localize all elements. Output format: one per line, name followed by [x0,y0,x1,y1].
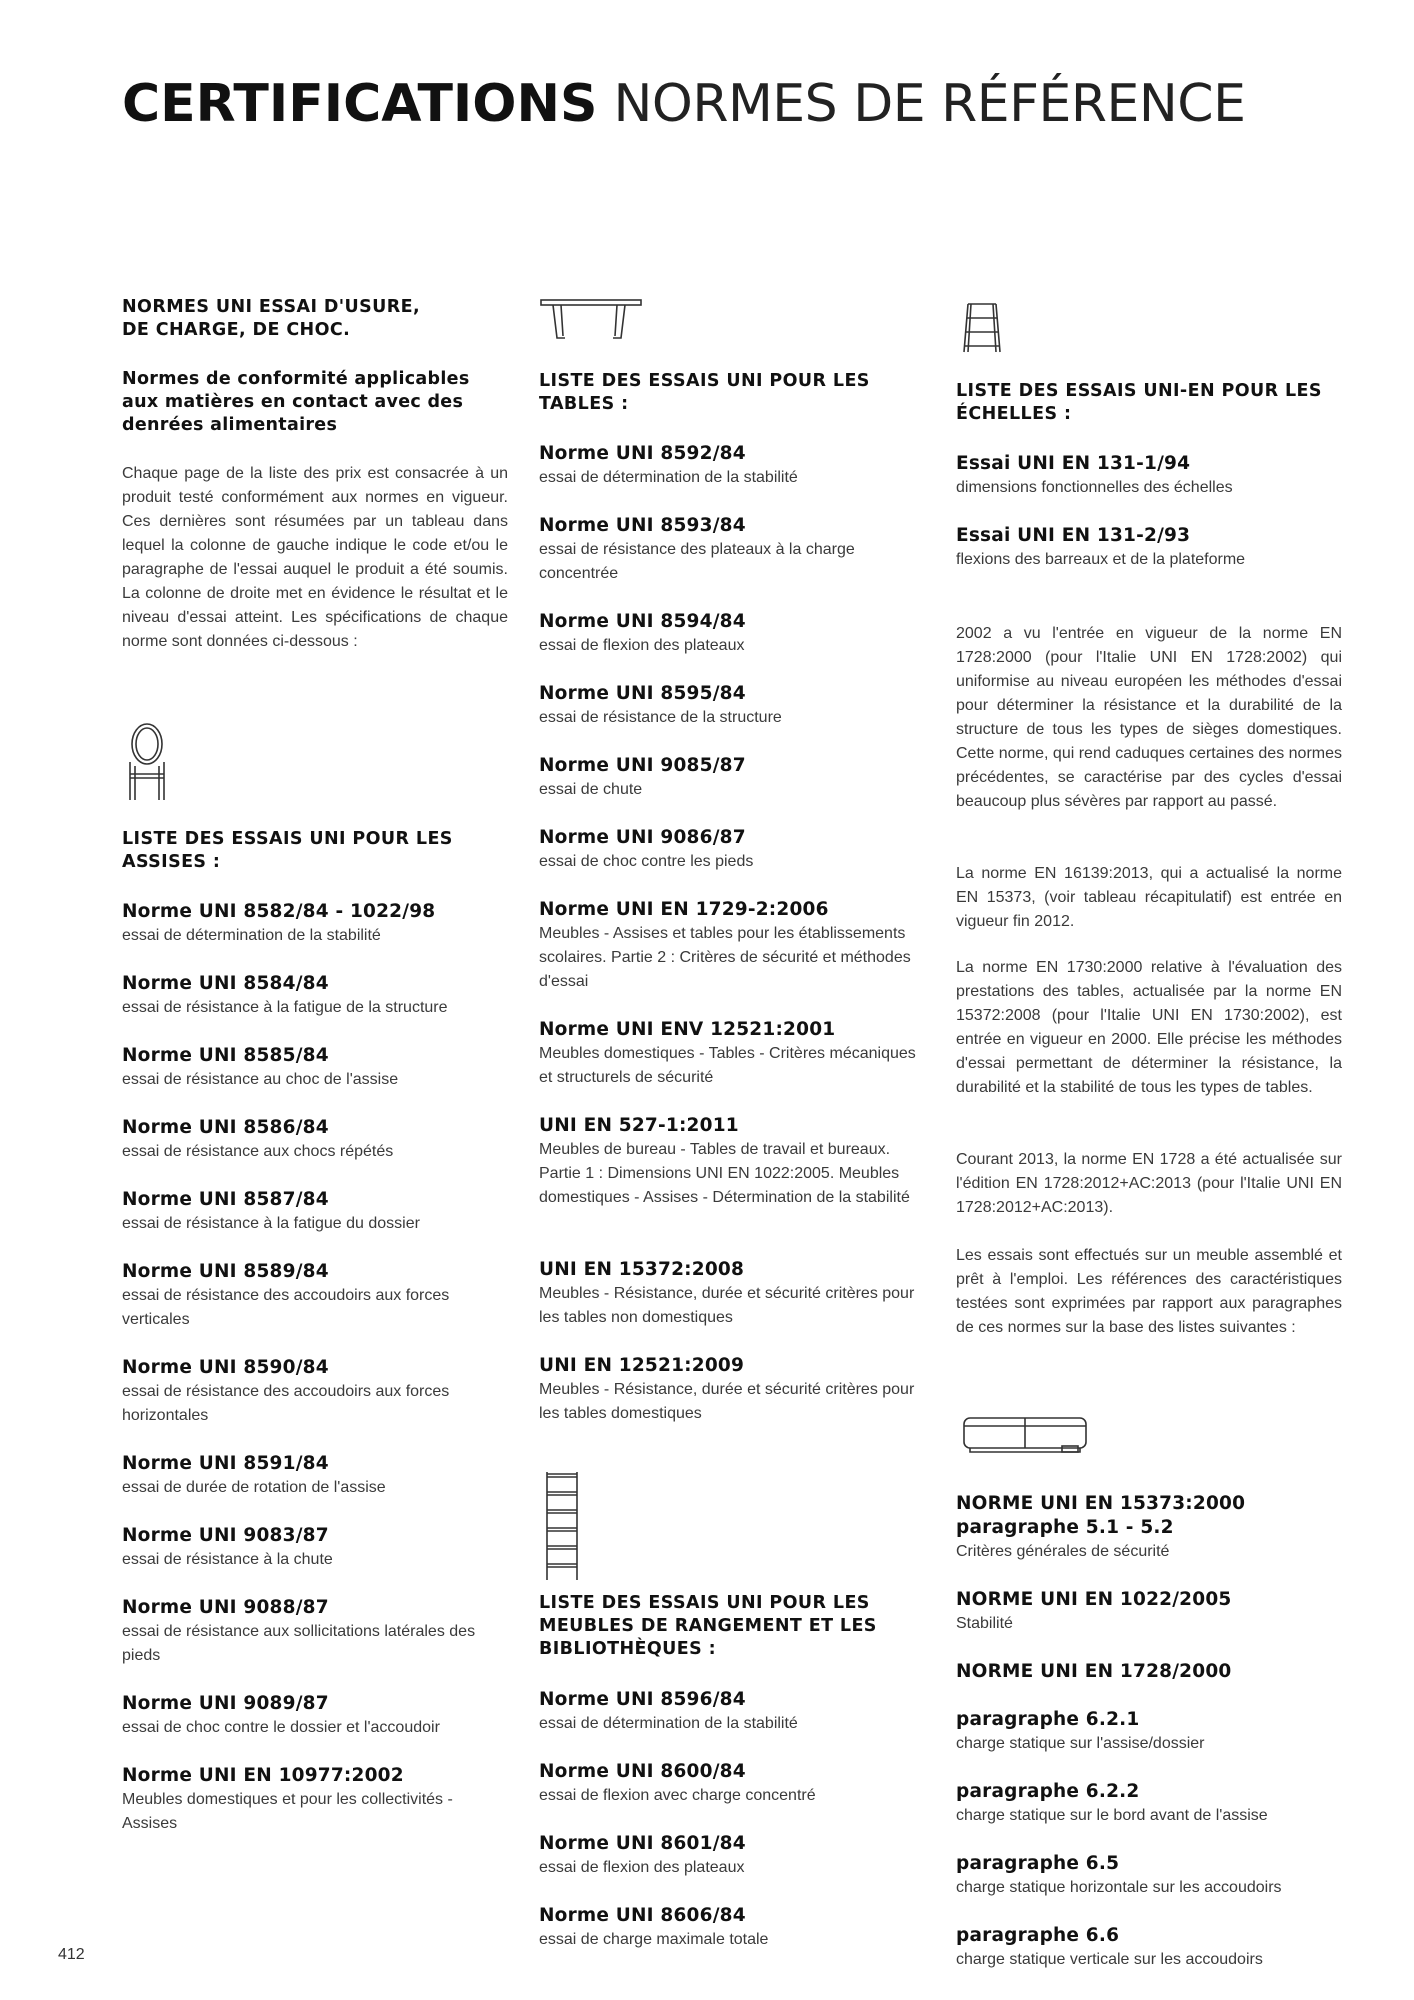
sofa-icon [962,1412,1348,1454]
entry-desc: Meubles - Résistance, durée et sécurité critères pour les tables domestiques [539,1381,915,1422]
entry-desc: Stabilité [956,1615,1013,1632]
entry-title: UNI EN 527-1:2011 [539,1115,739,1136]
table-entry [539,442,925,490]
entry-title: Norme UNI 9083/87 [122,1525,329,1546]
table-entry [539,514,925,586]
entry-title: Norme UNI 8584/84 [122,973,329,994]
paragraph-en16139: La norme EN 16139:2013, qui a actualisé la norme EN 15373, (voir tableau récapitulatif) est entrée en vigueur fin 2012. [956,865,1342,930]
entry-title: NORME UNI EN 15373:2000 paragraphe 5.1 - 5.2 [956,1493,1246,1538]
entry-desc: essai de résistance des plateaux à la charge concentrée [539,541,855,582]
entry-desc: essai de détermination de la stabilité [539,1715,798,1732]
entry-desc: essai de choc contre le dossier et l'accoudoir [122,1719,440,1736]
entry-title: Norme UNI 8585/84 [122,1045,329,1066]
entry-title: Norme UNI EN 1729-2:2006 [539,899,829,920]
entry-title: NORME UNI EN 1728/2000 [956,1661,1232,1682]
storage-entry [539,1760,925,1808]
entry-title: Norme UNI 8589/84 [122,1261,329,1282]
page-title-light: NORMES DE RÉFÉRENCE [613,74,1246,134]
seat-entry [122,900,508,948]
entry-title: Norme UNI 8601/84 [539,1833,746,1854]
page-title-bold: CERTIFICATIONS [122,74,598,134]
entry-desc: essai de détermination de la stabilité [539,469,798,486]
entry-title: Essai UNI EN 131-2/93 [956,525,1191,546]
entry-desc: essai de résistance à la fatigue de la structure [122,999,448,1016]
entry-desc: Critères générales de sécurité [956,1543,1170,1560]
entry-title: paragraphe 6.2.2 [956,1781,1140,1802]
sofa-entry [956,1852,1342,1900]
seat-entry [122,1356,508,1428]
sofa-entry [956,1924,1342,1972]
entry-title: NORME UNI EN 1022/2005 [956,1589,1232,1610]
entry-title: Essai UNI EN 131-1/94 [956,453,1191,474]
sofa-entry [956,1708,1342,1756]
entry-title: Norme UNI 9086/87 [539,827,746,848]
storage-entry [539,1904,925,1952]
table-entry [539,1258,925,1330]
seat-entry [122,1524,508,1572]
entry-title: Norme UNI 8587/84 [122,1189,329,1210]
paragraph-2013-update: Courant 2013, la norme EN 1728 a été actualisée sur l'édition EN 1728:2012+AC:2013 (pour l'Italie UNI EN 1728:2012+AC:2013). [956,1151,1342,1216]
entry-desc: essai de résistance des accoudoirs aux forces verticales [122,1287,450,1328]
entry-desc: charge statique verticale sur les accoudoirs [956,1951,1263,1968]
section-heading-wear-tests: NORMES UNI ESSAI D'USURE, DE CHARGE, DE CHOC. [122,297,421,340]
entry-desc: Meubles - Assises et tables pour les établissements scolaires. Partie 2 : Critères de sécurité et méthodes d'essai [539,925,911,990]
entry-desc: essai de flexion des plateaux [539,1859,745,1876]
entry-desc: flexions des barreaux et de la plateforme [956,551,1246,568]
entry-title: Norme UNI 8590/84 [122,1357,329,1378]
sofa-entry [956,1492,1342,1564]
table-entry [539,610,925,658]
entry-desc: Meubles de bureau - Tables de travail et bureaux. Partie 1 : Dimensions UNI EN 1022:2005. Meubles domestiques - Assises - Détermination de la stabilité [539,1141,910,1206]
entry-title: Norme UNI 8600/84 [539,1761,746,1782]
entry-title: Norme UNI 8591/84 [122,1453,329,1474]
section-subheading-food-contact: Normes de conformité applicables aux matières en contact avec des denrées alimentaires [122,369,470,435]
entry-desc: dimensions fonctionnelles des échelles [956,479,1233,496]
table-entry [539,682,925,730]
ladder-icon [962,302,1348,354]
entry-desc: essai de résistance des accoudoirs aux forces horizontales [122,1383,450,1424]
seat-entry [122,1596,508,1668]
seat-entry [122,1044,508,1092]
entry-desc: charge statique sur le bord avant de l'assise [956,1807,1268,1824]
seat-entry [122,1692,508,1740]
entry-desc: essai de résistance aux sollicitations latérales des pieds [122,1623,476,1664]
entry-desc: essai de charge maximale totale [539,1931,769,1948]
entry-desc: essai de chute [539,781,643,798]
entry-title: Norme UNI 8606/84 [539,1905,746,1926]
entry-title: paragraphe 6.2.1 [956,1709,1140,1730]
chair-icon [126,722,512,802]
sofa-entry [956,1588,1342,1636]
table-entry [539,754,925,802]
entry-title: Norme UNI 8596/84 [539,1689,746,1710]
entry-desc: Meubles - Résistance, durée et sécurité critères pour les tables non domestiques [539,1285,915,1326]
sofa-entry [956,1660,1342,1684]
entry-desc: essai de flexion des plateaux [539,637,745,654]
tables-list-heading: LISTE DES ESSAIS UNI POUR LES TABLES : [539,371,870,414]
entry-desc: Meubles domestiques - Tables - Critères mécaniques et structurels de sécurité [539,1045,916,1086]
ladder-entry [956,452,1342,500]
entry-title: UNI EN 12521:2009 [539,1355,745,1376]
table-entry [539,898,925,994]
entry-title: Norme UNI 8582/84 - 1022/98 [122,901,436,922]
entry-title: Norme UNI 8595/84 [539,683,746,704]
entry-desc: essai de résistance à la fatigue du dossier [122,1215,420,1232]
sofa-entry [956,1780,1342,1828]
intro-paragraph: Chaque page de la liste des prix est consacrée à un produit testé conformément aux normes en vigueur. Ces dernières sont résumées par un tableau dans lequel la colonne de gauche indique le code et/ou le paragraphe de l'essai auquel le produit a été soumis. La colonne de droite met en évidence le résultat et le niveau d'essai atteint. Les spécifications de chaque norme sont données ci-dessous : [122,465,508,650]
seats-list-heading: LISTE DES ESSAIS UNI POUR LES ASSISES : [122,829,453,872]
entry-desc: essai de résistance aux chocs répétés [122,1143,394,1160]
entry-title: Norme UNI 9085/87 [539,755,746,776]
ladders-list-heading: LISTE DES ESSAIS UNI-EN POUR LES ÉCHELLES : [956,381,1322,424]
seat-entry [122,1188,508,1236]
entry-title: Norme UNI 9089/87 [122,1693,329,1714]
entry-desc: essai de résistance de la structure [539,709,782,726]
page-title [122,72,1245,136]
entry-desc: essai de résistance à la chute [122,1551,333,1568]
seat-entry [122,1452,508,1500]
paragraph-en1730: La norme EN 1730:2000 relative à l'évaluation des prestations des tables, actualisée par la norme EN 15372:2008 (pour l'Italie UNI EN 1730:2002), est entrée en vigueur en 2000. Elle précise les méthodes d'essai permettant de déterminer la résistance, la durabilité et la stabilité de tous les types de tables. [956,959,1342,1096]
table-entry [539,1114,925,1210]
bookshelf-icon [543,1470,929,1582]
entry-title: Norme UNI 8592/84 [539,443,746,464]
table-icon [539,298,925,344]
table-entry [539,1354,925,1426]
entry-title: paragraphe 6.6 [956,1925,1120,1946]
entry-title: Norme UNI 8594/84 [539,611,746,632]
entry-desc: essai de détermination de la stabilité [122,927,381,944]
entry-title: paragraphe 6.5 [956,1853,1120,1874]
entry-title: UNI EN 15372:2008 [539,1259,745,1280]
entry-title: Norme UNI 8593/84 [539,515,746,536]
entry-title: Norme UNI ENV 12521:2001 [539,1019,836,1040]
table-entry [539,1018,925,1090]
storage-list-heading: LISTE DES ESSAIS UNI POUR LES MEUBLES DE RANGEMENT ET LES BIBLIOTHÈQUES : [539,1593,877,1659]
entry-desc: charge statique horizontale sur les accoudoirs [956,1879,1282,1896]
paragraph-en1728: 2002 a vu l'entrée en vigueur de la norme EN 1728:2000 (pour l'Italie UNI EN 1728:2002) qui uniformise au niveau européen les méthodes d'essai pour déterminer la résistance et la durabilité de la structure de tous les types de sièges domestiques. Cette norme, qui rend caduques certaines des normes précédentes, se caractérise par des cycles d'essai beaucoup plus sévères par rapport au passé. [956,625,1342,810]
seat-entry [122,1260,508,1332]
entry-title: Norme UNI 9088/87 [122,1597,329,1618]
page-number: 412 [58,1946,85,1963]
entry-desc: essai de choc contre les pieds [539,853,754,870]
entry-desc: essai de résistance au choc de l'assise [122,1071,399,1088]
entry-desc: essai de durée de rotation de l'assise [122,1479,386,1496]
entry-title: Norme UNI EN 10977:2002 [122,1765,404,1786]
entry-desc: charge statique sur l'assise/dossier [956,1735,1205,1752]
seat-entry [122,972,508,1020]
seat-entry [122,1116,508,1164]
entry-desc: Meubles domestiques et pour les collectivités - Assises [122,1791,453,1832]
storage-entry [539,1688,925,1736]
storage-entry [539,1832,925,1880]
seat-entry [122,1764,508,1836]
entry-title: Norme UNI 8586/84 [122,1117,329,1138]
ladder-entry [956,524,1342,572]
entry-desc: essai de flexion avec charge concentré [539,1787,816,1804]
paragraph-tests: Les essais sont effectués sur un meuble assemblé et prêt à l'emploi. Les références des caractéristiques testées sont exprimées par rapport aux paragraphes de ces normes sur la base des listes suivantes : [956,1247,1342,1336]
table-entry [539,826,925,874]
